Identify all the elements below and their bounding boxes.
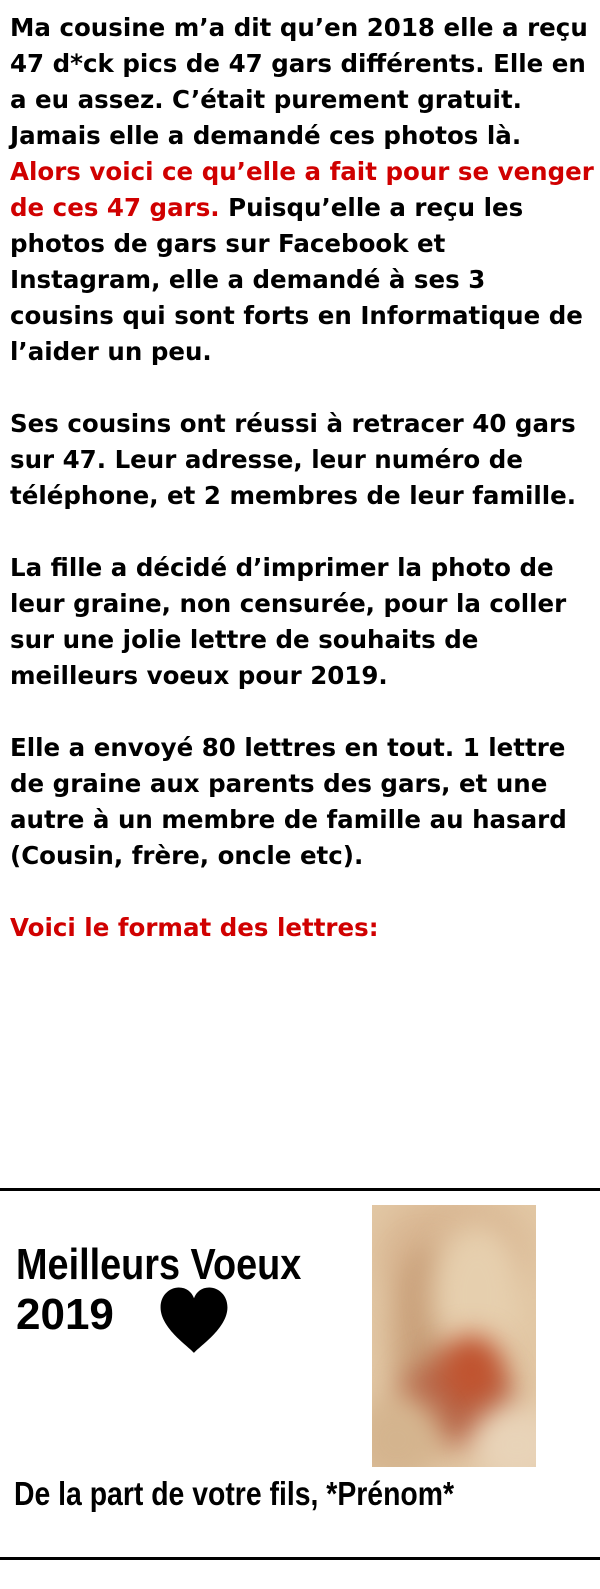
story-paragraph-1 <box>10 10 595 370</box>
top-divider <box>0 1188 600 1191</box>
story-p1-part1: Ma cousine m’a dit qu’en 2018 elle a reçu 47 d*ck pics de 47 gars différents. Elle en a eu assez. C’était purement gratuit. Jamais elle a demandé ces photos là. <box>10 13 588 150</box>
blurred-photo <box>372 1205 536 1467</box>
story-paragraph-5: Voici le format des lettres: <box>10 913 379 942</box>
story-paragraph-4: Elle a envoyé 80 lettres en tout. 1 lettre de graine aux parents des gars, et une autre à un membre de famille au hasard (Cousin, frère, oncle etc). <box>10 733 567 870</box>
photo-blur-region <box>442 1335 502 1405</box>
heart-shape <box>161 1288 228 1353</box>
story-paragraph-3: La fille a décidé d’imprimer la photo de leur graine, non censurée, pour la coller sur une jolie lettre de souhaits de meilleurs voeux pour 2019. <box>10 553 567 690</box>
story-p1-part2: Puisqu’elle a reçu les photos de gars sur Facebook et Instagram, elle a demandé à ses 3 cousins qui sont forts en Informatique de l’aider un peu. <box>10 193 583 366</box>
card-year: 2019 <box>16 1290 114 1339</box>
card-title: Meilleurs Voeux <box>16 1240 302 1289</box>
heart-icon <box>156 1283 232 1359</box>
bottom-divider <box>0 1557 600 1560</box>
card-footer: De la part de votre fils, *Prénom* <box>14 1475 455 1512</box>
story-paragraph-2: Ses cousins ont réussi à retracer 40 gars sur 47. Leur adresse, leur numéro de téléphone, et 2 membres de leur famille. <box>10 409 577 510</box>
story-text <box>10 10 595 982</box>
story-p1-highlight: Alors voici ce qu’elle a fait pour se venger de ces 47 gars. <box>10 157 594 222</box>
